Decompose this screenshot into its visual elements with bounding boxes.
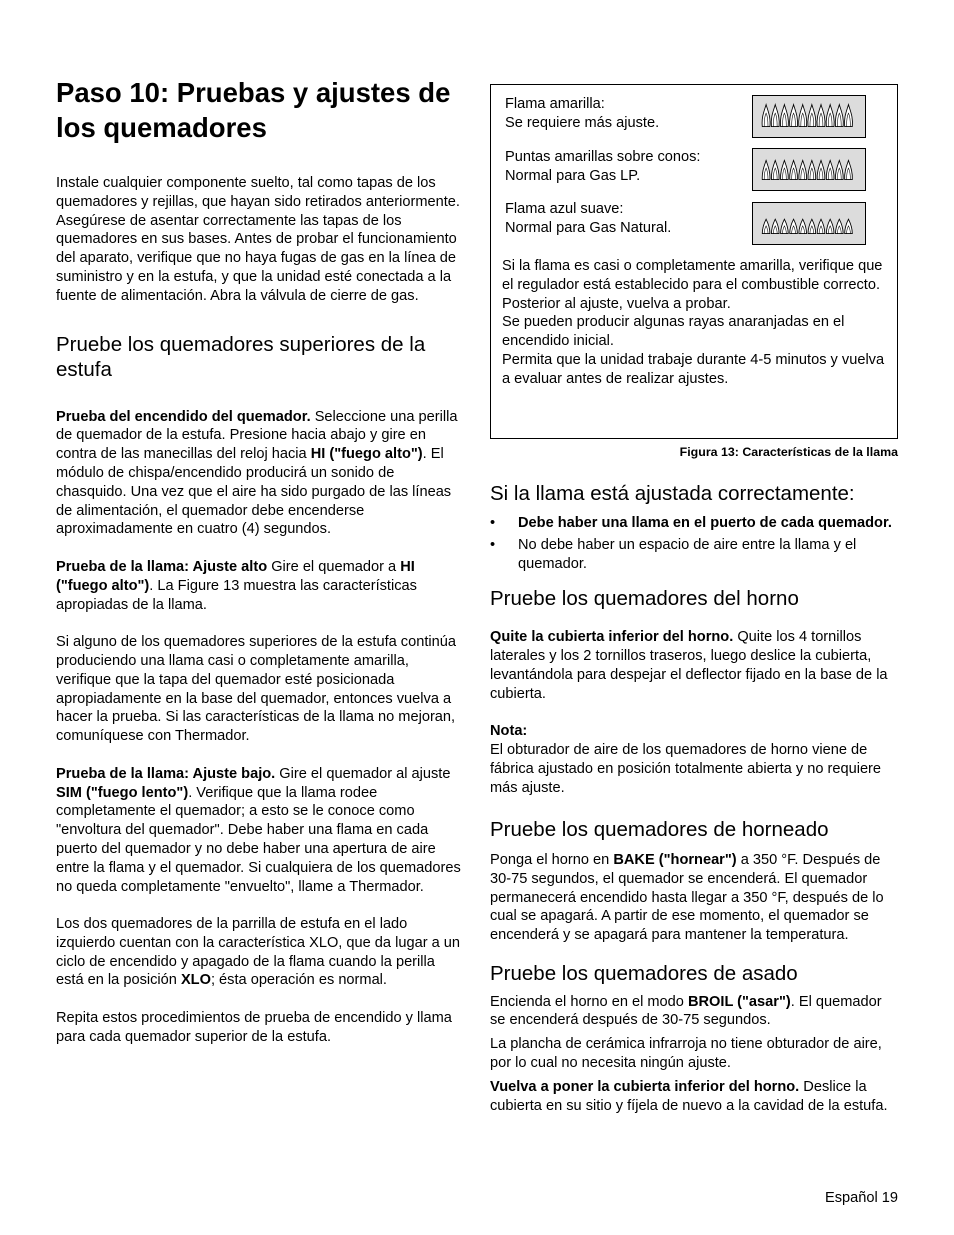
- flame-illustration: [753, 203, 865, 244]
- flame-illustration: [753, 149, 865, 190]
- repeat-paragraph: Repita estos procedimientos de prueba de encendido y llama para cada quemador superior de la estufa.: [56, 1010, 452, 1045]
- right-column: [490, 84, 898, 1115]
- broil-paragraph: Encienda el horno en el modo BROIL ("asar"). El quemador se encenderá después de 30-75 segundos.: [490, 993, 882, 1029]
- xlo-paragraph: Los dos quemadores de la parrilla de estufa en el lado izquierdo cuentan con la característica XLO, que da lugar a un ciclo de encendido y apagado de la flama cuando la perilla está en la posición XLO; ésta operación es normal.: [56, 916, 461, 989]
- bake-paragraph: Ponga el horno en BAKE ("hornear") a 350 °F. Después de 30-75 segundos, el quemador se encenderá. El quemador permanecerá encendido hasta llegar a 350 °F, después de lo cual se apagará. A partir de ese momento, el quemador se encenderá y se apagará para mantener la temperatura.: [490, 852, 884, 944]
- flame-illustration: [753, 96, 865, 137]
- correct-flame-list: [490, 514, 898, 574]
- list-item: • No debe haber un espacio de aire entre la llama y el quemador.: [490, 537, 857, 573]
- figure-caption: Figura 13: Características de la llama: [679, 445, 898, 459]
- note-label: Nota:: [490, 723, 528, 740]
- yellow-flame-paragraph: Si alguno de los quemadores superiores de la estufa continúa produciendo una llama casi o completamente amarilla, verifique que la tapa del quemador esté posicionada apropiadamente en la base del quemador, entonces vuelva a hacer la prueba. Si las características de la llama no mejoran, comuníquese con Thermador.: [56, 634, 456, 745]
- yellow-tips-flame-image: [752, 148, 866, 191]
- section-heading-broil: Pruebe los quemadores de asado: [490, 962, 798, 986]
- blue-flame-image: [752, 202, 866, 245]
- figure-note: Si la flama es casi o completamente amarilla, verifique que el regulador está establecido para el combustible correcto. Posterior al ajuste, vuelva a probar. Se pueden producir algunas rayas anaranjadas en el encendido inicial. Permita que la unidad trabaje durante 4-5 minutos y vuelva a evaluar antes de realizar ajustes.: [502, 258, 885, 387]
- high-flame-paragraph: Prueba de la llama: Ajuste alto Gire el quemador a HI ("fuego alto"). La Figure 13 muestra las características apropiadas de la llama.: [56, 558, 417, 613]
- replace-cover-paragraph: Vuelva a poner la cubierta inferior del horno. Deslice la cubierta en su sitio y fíjela de nuevo a la cavidad de la estufa.: [490, 1078, 888, 1114]
- oven-cover-paragraph: Quite la cubierta inferior del horno. Quite los 4 tornillos laterales y los 2 tornillos traseros, luego deslice la cubierta, levantándola para despejar el deflector fijado en la base de la cubierta.: [490, 629, 888, 702]
- section-heading-cooktop: Pruebe los quemadores superiores de la estufa: [56, 332, 426, 382]
- ignition-test-paragraph: Prueba del encendido del quemador. Seleccione una perilla de quemador de la estufa. Presione hacia abajo y gire en contra de las manecillas del reloj hacia HI ("fuego alto"). El módulo de chispa/encendido producirá un sonido de chasquido. Una vez que el aire ha sido purgado de las líneas de alimentación, el quemador debe encenderse aproximadamente en cuatro (4) segundos.: [56, 408, 458, 538]
- section-heading-oven: Pruebe los quemadores del horno: [490, 586, 799, 610]
- infrared-paragraph: La plancha de cerámica infrarroja no tiene obturador de aire, por lo cual no necesita ningún ajuste.: [490, 1036, 882, 1071]
- left-column: [56, 75, 464, 1047]
- note-paragraph: El obturador de aire de los quemadores de horno viene de fábrica ajustado en posición totalmente abierta y no requiere más ajuste.: [490, 742, 882, 796]
- page-title: Paso 10: Pruebas y ajustes de los quemadores: [56, 77, 451, 143]
- figure-row-label: Flama amarilla: Se requiere más ajuste.: [505, 96, 660, 131]
- figure-row-label: Flama azul suave: Normal para Gas Natural.: [505, 201, 672, 236]
- page-footer: Español 19: [824, 1190, 898, 1206]
- list-item: • Debe haber una llama en el puerto de cada quemador.: [490, 514, 892, 531]
- low-flame-paragraph: Prueba de la llama: Ajuste bajo. Gire el quemador al ajuste SIM ("fuego lento"). Verifique que la llama rodee completamente el quemador; a esto se le conoce como "envoltura del quemador". Debe haber una flama en cada puerto del quemador y no debe haber una apertura de aire entre la flama y el quemador. Si cualquiera de los quemadores no queda completamente "envuelto", llame a Thermador.: [56, 765, 461, 895]
- section-heading-correct-flame: Si la llama está ajustada correctamente:: [490, 482, 855, 505]
- flame-figure: [490, 84, 898, 439]
- yellow-flame-image: [752, 95, 866, 138]
- intro-paragraph: Instale cualquier componente suelto, tal como tapas de los quemadores y rejillas, que hayan sido retirados anteriormente. Asegúrese de asentar correctamente las tapas de los quemadores en sus bases. Antes de probar el funcionamiento del aparato, verifique que no haya fugas de gas en la línea de suministro y en la estufa, y que la unidad esté conectada a la fuente de alimentación. Abra la válvula de cierre de gas.: [56, 175, 460, 304]
- section-heading-bake: Pruebe los quemadores de horneado: [490, 817, 829, 841]
- figure-row-label: Puntas amarillas sobre conos: Normal para Gas LP.: [505, 149, 701, 184]
